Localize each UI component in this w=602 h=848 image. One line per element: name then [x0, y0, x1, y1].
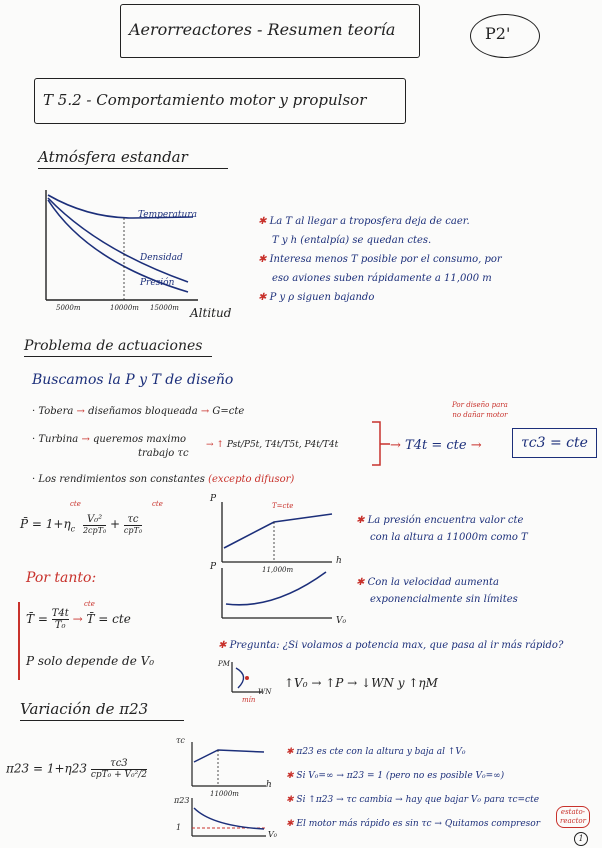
ramjet-label-2: reactor — [560, 817, 586, 825]
pi23-note-3: Si ↑π23 → τc cambia → hay que bajar V₀ para τc=cte — [296, 795, 540, 805]
pi23-notes: ✱ π23 es cte con la altura y baja al ↑V₀ ✱ Si V₀=∞ → π23 = 1 (pero no es posible V₀=∞) ✱ Si ↑π23 → τc cambia → hay que bajar V₀ para τc=cte ✱ El motor más rápido es sin τc → Quitamos compresor — [286, 747, 541, 829]
p-term2-den: cpT₀ — [123, 526, 143, 535]
header-title-box — [120, 4, 420, 58]
p-term1-num: V₀² — [83, 514, 106, 526]
p-vs-v0-graph — [214, 566, 347, 626]
result-t4t: → T4t = cte → — [390, 438, 482, 453]
red-note — [452, 400, 508, 420]
p-term1-den: 2cpT₀ — [82, 526, 107, 535]
excepto-text: (excepto difusor) — [208, 474, 295, 485]
page-code: P2' — [485, 24, 511, 43]
g2-xlabel: V₀ — [336, 616, 347, 626]
perf-note-3: Con la velocidad aumenta — [367, 577, 499, 588]
note-2: T y h (entalpía) se quedan ctes. — [272, 235, 432, 246]
p-term2-num: τc — [124, 514, 142, 526]
perf-note-2: con la altura a 11000m como T — [370, 532, 528, 543]
perf-note-1: La presión encuentra valor cte — [367, 515, 524, 526]
g1-xlabel: h — [336, 556, 342, 566]
note-5: P y ρ siguen bajando — [269, 292, 375, 303]
por-tanto: Por tanto: — [26, 570, 97, 586]
question-text: ✱ Pregunta: ¿Si volamos a potencia max, que pasa al ir más rápido? — [218, 640, 564, 651]
bracket — [370, 420, 390, 470]
pi23-note-4: El motor más rápido es sin τc → Quitamos compresor — [296, 819, 541, 829]
section-heading-atmosfera: Atmósfera estandar — [38, 148, 228, 169]
bullet-tobera: · Tobera → diseñamos bloqueada → G=cte — [32, 406, 245, 417]
cte-mark-1: cte — [70, 500, 81, 508]
note-4: eso aviones suben rápidamente a 11,000 m — [272, 273, 492, 284]
cte-mark-2: cte — [152, 500, 163, 508]
pi23-note-2: Si V₀=∞ → π23 = 1 (pero no es posible V₀=∞) — [296, 771, 505, 781]
turbina-ratios: → ↑ Pst/P5t, T4t/T5t, P4t/T4t — [206, 440, 339, 450]
note-1: La T al llegar a troposfera deja de caer. — [269, 216, 470, 227]
curve-label-densidad: Densidad — [140, 253, 183, 263]
tobera-desc: diseñamos bloqueada — [88, 406, 198, 417]
t-formula-cte: cte — [84, 600, 95, 608]
red-note-1: Por diseño para — [452, 401, 508, 409]
g1-tick: 11,000m — [262, 566, 294, 574]
subheading-buscamos: Buscamos la P y T de diseño — [32, 372, 234, 388]
tobera-label: Tobera — [38, 406, 74, 417]
perf-note-4: exponencialmente sin límites — [370, 594, 518, 605]
performance-notes: ✱ La presión encuentra valor cte con la altura a 11000m como T ✱ Con la velocidad aumenta exponencialmente sin límites — [356, 512, 592, 608]
red-note-2: no dañar motor — [452, 411, 508, 419]
turbina-desc: queremos maximo — [93, 434, 187, 445]
atmosphere-notes: ✱ La T al llegar a troposfera deja de caer. T y h (entalpía) se quedan ctes. ✱ Interesa menos T posible por el consumo, por eso aviones suben rápidamente a 11,000 m ✱ P y ρ siguen bajando — [258, 212, 588, 307]
pi23-graph-tick: 1 — [176, 823, 182, 832]
pi23-formula — [6, 758, 147, 780]
curve-label-temperatura: Temperatura — [138, 210, 198, 220]
rendimientos-text: Los rendimientos son constantes — [38, 474, 205, 485]
t-formula: T̄ = $\frac{T4t}{\text{T₀}}$ → T̄ = cte — [26, 608, 131, 631]
x-tick-5000: 5000m — [56, 304, 81, 312]
chain-text: ↑V₀ → ↑P → ↓WN y ↑ηM — [284, 676, 438, 690]
mini-graph-m: mín — [242, 696, 256, 704]
ramjet-label — [556, 806, 590, 828]
t-formula-num: T4t — [51, 608, 69, 619]
tau-vs-h-graph — [186, 740, 276, 792]
page-number-text: 1 — [578, 834, 584, 843]
t-formula-lhs: T̄ = — [26, 612, 48, 626]
ratio-3: P4t/T4t — [304, 440, 339, 450]
p-vs-h-graph — [214, 500, 344, 570]
section-heading-pi23: Variación de π23 — [20, 700, 184, 721]
turbina-label: Turbina — [38, 434, 79, 445]
question: Pregunta: ¿Si volamos a potencia max, que pasa al ir más rápido? — [229, 640, 564, 651]
boxed-result — [512, 428, 597, 458]
tobera-result: G=cte — [212, 406, 245, 417]
ratio-1: Pst/P5t — [226, 440, 260, 450]
tau-graph-tick: 11000m — [210, 790, 239, 798]
x-tick-10000: 10000m — [110, 304, 139, 312]
page-code-circle — [470, 14, 540, 58]
pi23-graph-ylabel: π23 — [174, 796, 190, 805]
page-number — [574, 832, 588, 846]
g2-ylabel: P — [210, 562, 217, 572]
pi23-graph-xlabel: V₀ — [268, 830, 277, 839]
section-heading-actuaciones: Problema de actuaciones — [24, 338, 212, 357]
pi23-vs-v0-graph — [186, 796, 276, 842]
pi23-formula-den: cpT₀ + V₀²/2 — [90, 770, 147, 780]
g1-annotation: T=cte — [272, 502, 294, 510]
p-formula-sub: c — [70, 524, 76, 534]
topic-box — [34, 78, 406, 124]
pi23-note-1: π23 es cte con la altura y baja al ↑V₀ — [296, 747, 466, 757]
turbina-desc-2: trabajo τc — [138, 448, 189, 459]
ratio-2: T4t/T5t — [265, 440, 299, 450]
bullet-rendimientos: · Los rendimientos son constantes (excepto difusor) — [32, 474, 295, 485]
g1-ylabel: P — [210, 494, 217, 504]
pi23-formula-num: τc3 — [91, 758, 147, 770]
t-formula-rhs: T̄ = cte — [86, 612, 131, 626]
t-formula-den: T₀ — [54, 620, 66, 631]
ramjet-label-1: estato- — [560, 808, 586, 816]
header-title: Aerorreactores - Resumen teoría — [129, 20, 396, 39]
bullet-turbina: · Turbina → queremos maximo — [32, 434, 187, 445]
atmosphere-graph — [38, 180, 238, 320]
p-formula: P̄ = $1+\eta_c$ V₀² 2cpT₀ + τc cpT₀ — [20, 514, 143, 535]
depends-text: P solo depende de V₀ — [26, 654, 155, 668]
p-formula-lhs: P̄ = 1+η — [20, 517, 71, 531]
tau-graph-ylabel: τc — [176, 736, 185, 745]
x-axis-label-altitud: Altitud — [190, 306, 232, 320]
tau-graph-xlabel: h — [266, 780, 272, 790]
topic-title: T 5.2 - Comportamiento motor y propulsor — [43, 91, 367, 109]
mini-graph-y: PM — [218, 660, 230, 668]
result-t4t-text: T4t = cte — [405, 438, 467, 453]
curve-label-presion: Presión — [140, 278, 175, 288]
left-bar — [18, 602, 20, 680]
mini-graph-x: WN — [258, 688, 272, 696]
pi23-formula-lhs: π23 = 1+η23 — [6, 761, 87, 776]
boxed-result-text: τc3 = cte — [521, 435, 588, 451]
note-3: Interesa menos T posible por el consumo, por — [269, 254, 502, 265]
x-tick-15000: 15000m — [150, 304, 179, 312]
